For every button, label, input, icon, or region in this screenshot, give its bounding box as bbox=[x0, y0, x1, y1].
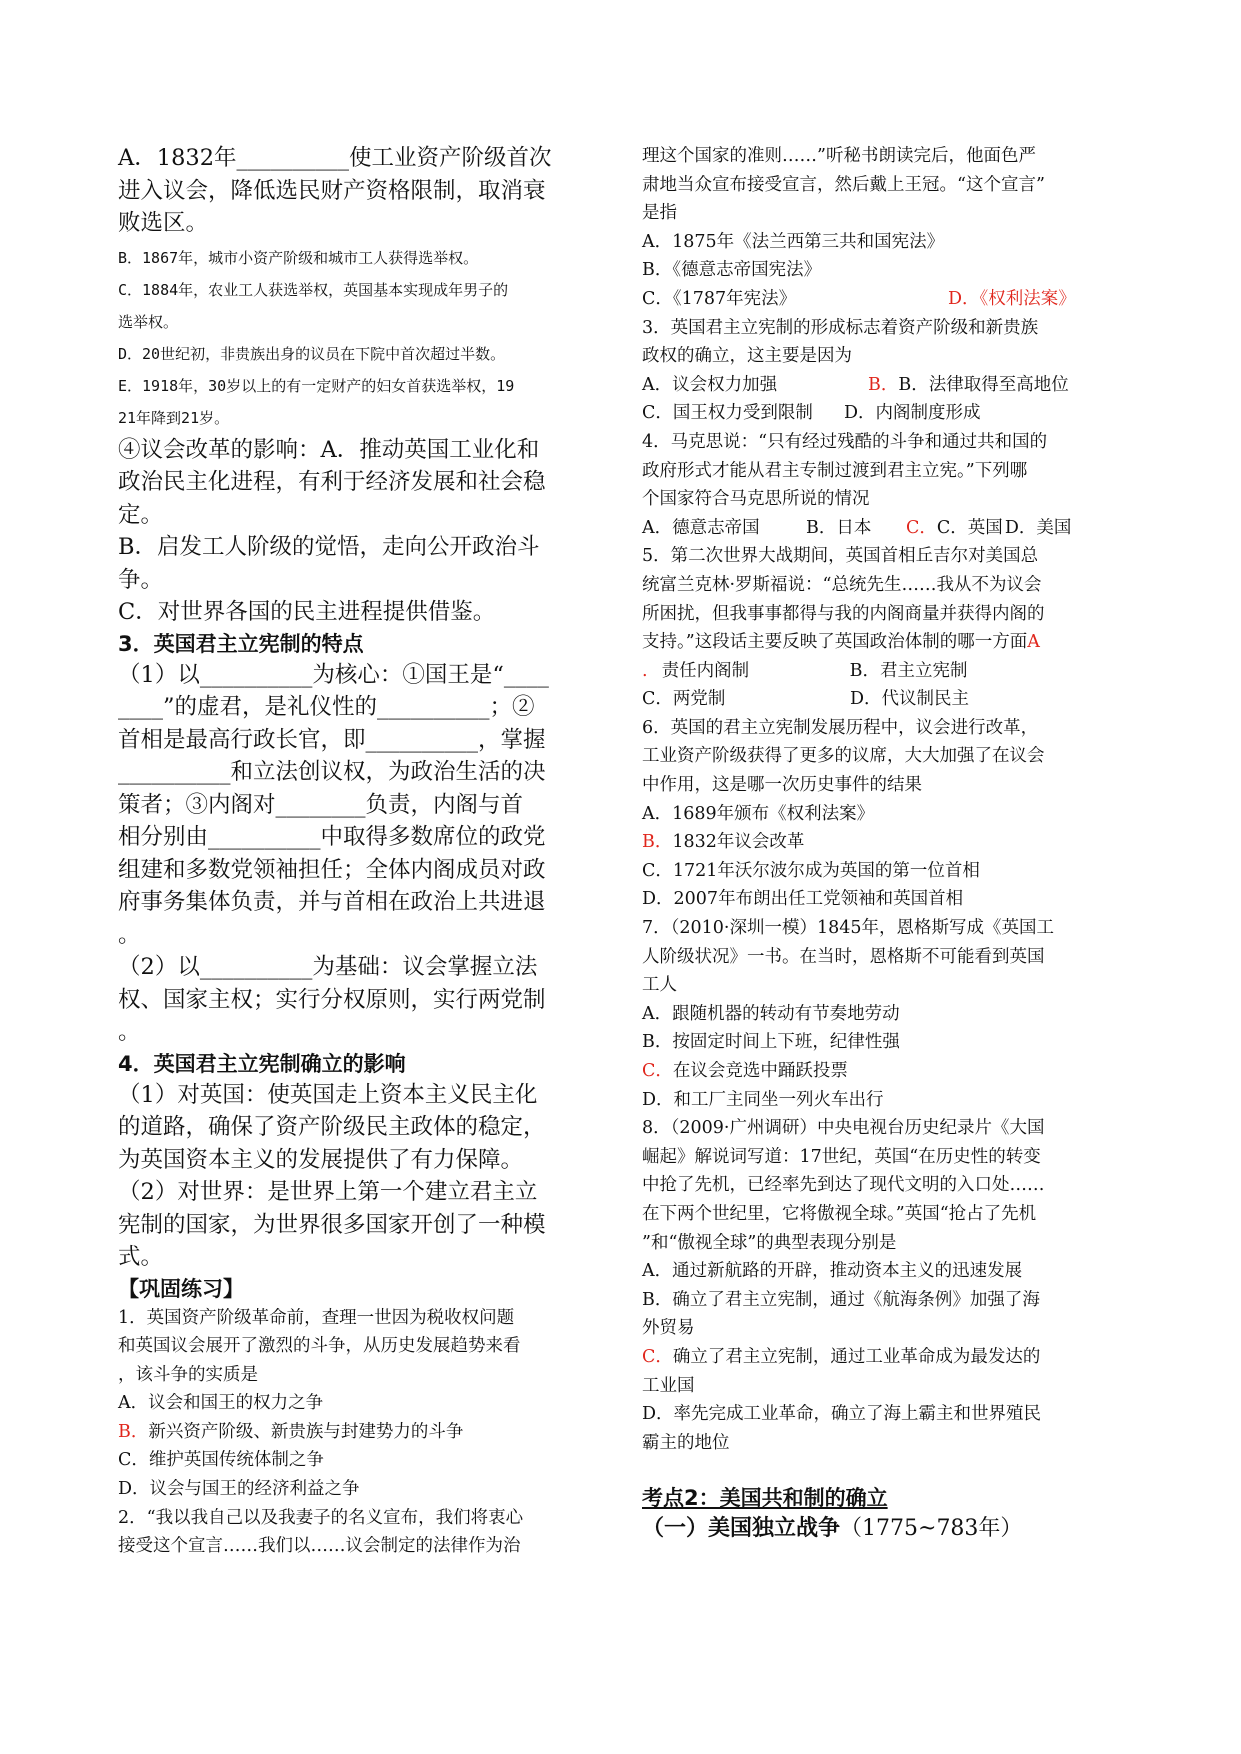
practice-q1-option-a: A．议会和国王的权力之争 bbox=[118, 1393, 324, 1414]
q5 bbox=[642, 542, 1120, 714]
features-line-6: 相分别由__________中取得多数席位的政党 bbox=[118, 824, 546, 850]
section-1-heading bbox=[642, 1513, 1120, 1545]
answer-marker: B． bbox=[118, 1421, 149, 1442]
q7 bbox=[642, 914, 1120, 1114]
q5-options-cd bbox=[642, 685, 1120, 714]
q8-line-5: ”和“傲视全球”的典型表现分别是 bbox=[642, 1232, 897, 1253]
q3 bbox=[642, 314, 1120, 428]
reform-c-line-2: 选举权。 bbox=[118, 312, 179, 331]
q5-line-3: 所困扰，但我事事都得与我的内阁商量并获得内阁的 bbox=[642, 603, 1045, 624]
q4-options bbox=[642, 514, 1120, 543]
practice-q1-option-c: C．维护英国传统体制之争 bbox=[118, 1450, 324, 1471]
q6-option-d: D．2007年布朗出任工党领袖和英国首相 bbox=[642, 889, 964, 910]
reform-influence-block bbox=[118, 434, 606, 629]
q8-line-3: 中抢了先机，已经率先到达了现代文明的入口处…… bbox=[642, 1175, 1045, 1196]
q5-line-2: 统富兰克林·罗斯福说：“总统先生……我从不为议会 bbox=[642, 574, 1042, 595]
q3-line-2: 政权的确立，这主要是因为 bbox=[642, 346, 852, 367]
features-line-9: 。 bbox=[118, 921, 141, 948]
practice-q1-line-3: ，该斗争的实质是 bbox=[118, 1364, 258, 1385]
impact-line-6: 式。 bbox=[118, 1244, 164, 1270]
section-heading-3: 3．英国君主立宪制的特点 bbox=[118, 631, 364, 656]
features-line-10: （2）以__________为基础：议会掌握立法 bbox=[118, 954, 538, 980]
impact-line-2: 的道路，确保了资产阶级民主政体的稳定， bbox=[118, 1114, 546, 1140]
practice-q1-line-2: 和英国议会展开了激烈的斗争，从历史发展趋势来看 bbox=[118, 1336, 521, 1357]
q8-line-2: 崛起》解说词写道：17世纪，英国“在历史性的转变 bbox=[642, 1146, 1041, 1167]
q8-option-c-line-2: 工业国 bbox=[642, 1375, 695, 1396]
q6-answer-marker: B． bbox=[642, 832, 673, 853]
q3-line-1: 3．英国君主立宪制的形成标志着资产阶级和新贵族 bbox=[642, 317, 1039, 338]
q5-answer-marker: A bbox=[1027, 632, 1040, 653]
reform-c-line-1: C．1884年，农业工人获选举权，英国基本实现成年男子的 bbox=[118, 280, 509, 299]
q4-line-3: 个国家符合马克思所说的情况 bbox=[642, 489, 870, 510]
q6 bbox=[642, 714, 1120, 914]
q8-option-c-text: 确立了君主立宪制，通过工业革命成为最发达的 bbox=[672, 1346, 1041, 1367]
q8-line-4: 在下两个世纪里，它将傲视全球。”英国“抢占了先机 bbox=[642, 1203, 1037, 1224]
q5-line-1: 5．第二次世界大战期间，英国首相丘吉尔对美国总 bbox=[642, 546, 1039, 567]
q4-option-d: D．美国 bbox=[1004, 517, 1072, 538]
q7-option-c bbox=[642, 1057, 1120, 1086]
section-1-years: （1775~783年） bbox=[840, 1516, 1023, 1542]
q3-option-c: C．国王权力受到限制 bbox=[642, 403, 813, 424]
right-column bbox=[642, 142, 1120, 1545]
q8-option-b-line-2: 外贸易 bbox=[642, 1318, 695, 1339]
q5-option-a: 责任内阁制 bbox=[661, 660, 750, 681]
practice-q1-option-b bbox=[118, 1418, 606, 1447]
q8-line-1: 8．（2009·广州调研）中央电视台历史纪录片《大国 bbox=[642, 1118, 1045, 1139]
q3-option-b-marker: B． bbox=[868, 374, 899, 395]
q2-option-c: C．《1787年宪法》 bbox=[642, 288, 797, 309]
q8-option-c-line-1 bbox=[642, 1343, 1120, 1372]
features-line-11: 权、国家主权；实行分权原则，实行两党制 bbox=[118, 986, 546, 1013]
practice-q1-option-b-text: 新兴资产阶级、新贵族与封建势力的斗争 bbox=[148, 1421, 464, 1442]
q4-line-2: 政府形式才能从君主专制过渡到君主立宪。”下列哪 bbox=[642, 460, 1028, 481]
q6-line-3: 中作用，这是哪一次历史事件的结果 bbox=[642, 775, 922, 796]
practice-heading: 【巩固练习】 bbox=[118, 1276, 244, 1301]
influence-line-3: 定。 bbox=[118, 501, 164, 528]
q7-option-c-text: 在议会竞选中踊跃投票 bbox=[672, 1061, 848, 1081]
q2-line-4: 肃地当众宣布接受宣言，然后戴上王冠。“这个宣言” bbox=[642, 174, 1045, 195]
q8-option-d-line-2: 霸主的地位 bbox=[642, 1432, 730, 1453]
q7-line-1: 7．（2010·深圳一模）1845年，恩格斯写成《英国工 bbox=[642, 918, 1055, 939]
q6-option-b-text: 1832年议会改革 bbox=[672, 832, 805, 853]
practice-q1-line-1: 1．英国资产阶级革命前，查理一世因为税收权问题 bbox=[118, 1307, 515, 1328]
q2-option-d: D．《权利法案》 bbox=[948, 288, 1076, 309]
q7-line-2: 人阶级状况》一书。在当时，恩格斯不可能看到英国 bbox=[642, 946, 1045, 967]
influence-line-2: 政治民主化进程，有利于经济发展和社会稳 bbox=[118, 469, 546, 495]
q2-line-5: 是指 bbox=[642, 203, 677, 224]
q7-option-d: D．和工厂主同坐一列火车出行 bbox=[642, 1089, 884, 1110]
q5-option-b: B．君主立宪制 bbox=[849, 660, 968, 681]
left-column bbox=[118, 142, 606, 1561]
q5-option-a-dot: . bbox=[642, 660, 648, 681]
influence-line-4: B．启发工人阶级的觉悟，走向公开政治斗 bbox=[118, 534, 540, 560]
q5-line-4 bbox=[642, 628, 1120, 657]
q2-option-b: B．《德意志帝国宪法》 bbox=[642, 260, 822, 281]
q7-line-3: 工人 bbox=[642, 975, 677, 996]
q4 bbox=[642, 428, 1120, 542]
q8-answer-marker: C． bbox=[642, 1346, 673, 1367]
q6-option-a: A．1689年颁布《权利法案》 bbox=[642, 803, 875, 824]
q8-option-d-line-1: D．率先完成工业革命，确立了海上霸主和世界殖民 bbox=[642, 1404, 1042, 1425]
reform-a-block bbox=[118, 142, 606, 240]
q7-option-b: B．按固定时间上下班，纪律性强 bbox=[642, 1032, 900, 1053]
q8 bbox=[642, 1114, 1120, 1457]
reform-b-line: B．1867年，城市小资产阶级和城市工人获得选举权。 bbox=[118, 248, 479, 267]
reform-a-text: A．1832年__________使工业资产阶级首次 bbox=[118, 145, 552, 171]
q5-options-ab bbox=[642, 657, 1120, 686]
features-line-1: （1）以__________为核心：①国王是“____ bbox=[118, 661, 549, 688]
q3-option-d: D．内阁制度形成 bbox=[844, 403, 981, 424]
reform-a-line-1 bbox=[118, 142, 606, 175]
impact-line-1: （1）对英国：使英国走上资本主义民主化 bbox=[118, 1081, 538, 1108]
q5-option-d: D．代议制民主 bbox=[850, 689, 970, 710]
reform-e-line-1: E．1918年，30岁以上的有一定财产的妇女首获选举权，19 bbox=[118, 376, 515, 395]
features-block bbox=[118, 659, 606, 1049]
q4-option-c: C．英国 bbox=[936, 517, 1003, 538]
q6-line-1: 6．英国的君主立宪制发展历程中，议会进行改革， bbox=[642, 717, 1039, 738]
practice-q1-option-d: D．议会与国王的经济利益之争 bbox=[118, 1479, 360, 1500]
impact-line-3: 为英国资本主义的发展提供了有力保障。 bbox=[118, 1146, 524, 1173]
q3-options-ab bbox=[642, 371, 1120, 400]
reform-a-line-2: 进入议会，降低选民财产资格限制，取消衰 bbox=[118, 177, 546, 204]
spacer bbox=[642, 1457, 1120, 1483]
features-line-3: 首相是最高行政长官，即__________，掌握 bbox=[118, 726, 546, 753]
q8-option-b-line-1: B．确立了君主立宪制，通过《航海条例》加强了海 bbox=[642, 1289, 1040, 1310]
q3-option-b: B．法律取得至高地位 bbox=[898, 374, 1069, 395]
q3-options-cd bbox=[642, 399, 1120, 428]
q5-line-4-text: 支持。”这段话主要反映了英国政治体制的哪一方面 bbox=[642, 632, 1028, 653]
influence-line-6: C．对世界各国的民主进程提供借鉴。 bbox=[118, 599, 496, 625]
impact-line-4: （2）对世界：是世界上第一个建立君主立 bbox=[118, 1179, 538, 1205]
q8-option-a: A．通过新航路的开辟，推动资本主义的迅速发展 bbox=[642, 1261, 1023, 1282]
practice-q2-line-1: 2．“我以我自己以及我妻子的名义宣布，我们将衷心 bbox=[118, 1507, 524, 1528]
reform-b-e-block bbox=[118, 242, 606, 434]
q2-line-3: 理这个国家的准则……”听秘书朗读完后，他面色严 bbox=[642, 146, 1036, 166]
q4-option-c-marker: C． bbox=[906, 517, 937, 538]
features-line-8: 府事务集体负责，并与首相在政治上共进退 bbox=[118, 889, 546, 915]
reform-e-line-2: 21年降到21岁。 bbox=[118, 408, 230, 427]
kaodian-heading: 考点2：美国共和制的确立 bbox=[642, 1486, 888, 1511]
reform-a-line-3: 败选区。 bbox=[118, 210, 209, 236]
impact-line-5: 宪制的国家，为世界很多国家开创了一种模 bbox=[118, 1211, 546, 1238]
features-line-2: ____”的虚君，是礼仪性的__________；② bbox=[118, 694, 535, 720]
influence-line-1: ④议会改革的影响：A．推动英国工业化和 bbox=[118, 436, 540, 463]
features-line-5: 策者；③内阁对________负责，内阁与首 bbox=[118, 791, 524, 818]
q6-option-b bbox=[642, 828, 1120, 857]
q4-line-1: 4．马克思说：“只有经过残酷的斗争和通过共和国的 bbox=[642, 431, 1048, 452]
practice-block bbox=[118, 1304, 606, 1561]
q4-option-b: B．日本 bbox=[806, 517, 872, 538]
q6-option-c: C．1721年沃尔波尔成为英国的第一位首相 bbox=[642, 860, 980, 881]
q4-option-a: A．德意志帝国 bbox=[642, 517, 760, 538]
reform-d-line: D．20世纪初，非贵族出身的议员在下院中首次超过半数。 bbox=[118, 344, 506, 363]
q2-option-a: A．1875年《法兰西第三共和国宪法》 bbox=[642, 231, 945, 252]
q3-option-a: A．议会权力加强 bbox=[642, 374, 778, 395]
features-line-4: __________和立法创议权，为政治生活的决 bbox=[118, 759, 546, 785]
influence-line-5: 争。 bbox=[118, 566, 164, 593]
features-line-7: 组建和多数党领袖担任；全体内阁成员对政 bbox=[118, 856, 546, 883]
features-line-12: 。 bbox=[118, 1019, 141, 1045]
section-heading-4: 4．英国君主立宪制确立的影响 bbox=[118, 1051, 406, 1076]
impact-block bbox=[118, 1079, 606, 1274]
q5-option-c: C．两党制 bbox=[642, 689, 726, 710]
q2-options-cd bbox=[642, 285, 1120, 314]
q2-continued bbox=[642, 142, 1120, 314]
q6-line-2: 工业资产阶级获得了更多的议席，大大加强了在议会 bbox=[642, 746, 1045, 767]
q7-option-a: A．跟随机器的转动有节奏地劳动 bbox=[642, 1003, 900, 1024]
practice-q2-line-2: 接受这个宣言……我们以……议会制定的法律作为治 bbox=[118, 1536, 521, 1557]
section-1-title: （一）美国独立战争 bbox=[642, 1516, 841, 1542]
q7-answer-marker: C． bbox=[642, 1061, 673, 1081]
